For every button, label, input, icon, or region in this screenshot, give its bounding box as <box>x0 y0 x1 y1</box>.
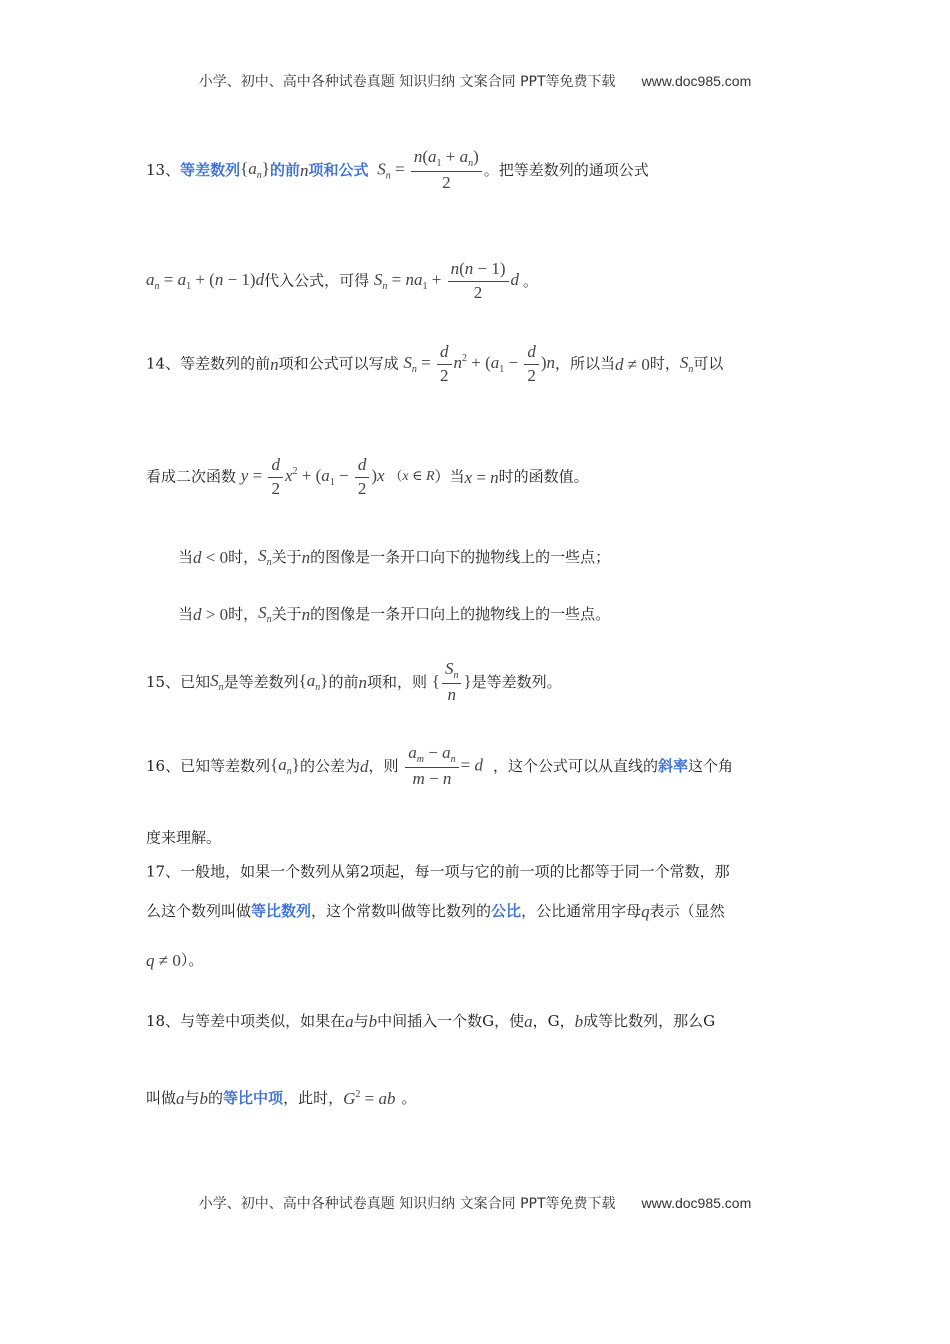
math-sum-formula: $S_n$ = $\frac{n(a_1 + a_n)}{2}$ <box>377 148 484 193</box>
math-sn: $S_n$ <box>210 670 224 693</box>
item-16-line-2 <box>146 830 221 846</box>
math-d: d <box>359 756 369 776</box>
math-slope-formula: $\frac{a_m - a_n}{m - n}$ = d <box>403 744 483 789</box>
math-q: q <box>641 902 650 921</box>
text-span: 与 <box>353 1012 369 1030</box>
item-14-line-1 <box>146 343 723 385</box>
text-span: 。把等差数列的通项公式 <box>483 160 649 179</box>
item-13-line-1 <box>146 148 649 193</box>
math-n: n <box>301 605 311 624</box>
text-span: 时， <box>228 605 259 623</box>
text-span: 。 <box>401 1089 417 1107</box>
math-a: a <box>176 1089 185 1108</box>
text-span: ，这个常数叫做等比数列的 <box>311 902 492 920</box>
text-span: （ <box>389 469 403 485</box>
math-n: n <box>301 548 311 567</box>
footer-text: 小学、初中、高中各种试卷真题 知识归纳 文案合同 PPT等免费下载 <box>198 1196 616 1212</box>
math-general-term: $a_n = a_1 + (n - 1)d$ <box>146 269 265 292</box>
item-number: 14、 <box>146 354 181 373</box>
text-span: 关于 <box>271 605 302 623</box>
math-x-in-r: x ∈ R <box>402 469 435 485</box>
math-n: n <box>299 160 309 180</box>
text-span: 中间插入一个数G，使 <box>377 1012 525 1030</box>
text-span: 与等差中项类似，如果在 <box>180 1012 346 1030</box>
item-15-line <box>146 660 562 705</box>
text-span: ，公比通常用字母 <box>521 902 642 920</box>
item-number: 18、 <box>146 1012 181 1030</box>
math-sum-quadratic: $S_n$ = $\frac{d}{2}$ $n^2 + (a_1$ − $\frac{d}{2}$ )n <box>403 342 556 385</box>
math-x-eq-n: x = n <box>464 467 499 487</box>
math-n: n <box>358 672 367 692</box>
math-b: b <box>199 1089 209 1108</box>
term-link[interactable]: 的前 <box>269 160 300 179</box>
item-17-line-3 <box>146 952 203 969</box>
term-link[interactable]: 斜率 <box>657 756 688 775</box>
math-d-gt-0: d > 0 <box>193 605 229 624</box>
text-span: 。 <box>523 271 539 290</box>
math-a: a <box>524 1012 533 1031</box>
item-14-case-1 <box>178 547 610 568</box>
footer-site-link[interactable]: www.doc985.com <box>641 1195 752 1211</box>
text-span: 的前 <box>328 672 359 691</box>
text-span: 成等比数列，那么G <box>583 1012 716 1030</box>
text-span: 的 <box>208 1089 224 1107</box>
page-footer <box>0 1193 950 1213</box>
text-span: ，则 <box>368 756 399 775</box>
item-number: 17、 <box>146 862 181 881</box>
term-link[interactable]: 等比中项 <box>223 1089 284 1107</box>
item-13-line-2 <box>146 260 538 302</box>
text-span: ）。 <box>180 951 204 969</box>
text-span: 关于 <box>271 548 302 566</box>
item-14-line-2 <box>146 456 589 498</box>
text-span: 代入公式，可得 <box>264 271 370 290</box>
term-link[interactable]: 等比数列 <box>251 902 312 920</box>
text-span: 项和公式可以写成 <box>278 354 399 373</box>
text-span: 等差数列的前 <box>180 354 271 373</box>
text-span: 这个角 <box>687 756 733 775</box>
text-span: 时的函数值。 <box>498 467 589 486</box>
math-sum-formula-2: $S_n = na_1$ + $\frac{n(n - 1)}{2}$ d <box>373 259 519 302</box>
text-span: 度来理解。 <box>146 828 222 847</box>
text-span: ，此时， <box>283 1089 344 1107</box>
math-quadratic-fn: y = $\frac{d}{2}$ $x^2 + (a_1$ − $\frac{d}{2}$ )x <box>240 455 385 498</box>
item-number: 16、 <box>146 756 181 775</box>
text-span: 的图像是一条开口向上的抛物线上的一些点。 <box>310 605 611 623</box>
math-g-squared: $G^2$ = ab <box>343 1089 396 1108</box>
item-number: 15、 <box>146 672 181 691</box>
text-span: 是等差数列 <box>223 672 299 691</box>
term-link[interactable]: 等差数列 <box>180 160 241 179</box>
text-span: 当 <box>178 605 194 623</box>
math-seq-sn-over-n: { $\frac{S_n}{n}$ } <box>431 659 472 704</box>
text-span: 表示（显然 <box>649 902 725 920</box>
text-span: 的图像是一条开口向下的抛物线上的一些点； <box>310 548 611 566</box>
text-span: ）当 <box>434 467 465 486</box>
header-text: 小学、初中、高中各种试卷真题 知识归纳 文案合同 PPT等免费下载 <box>198 74 616 90</box>
item-17-line-2 <box>146 903 725 920</box>
text-span: 是等差数列。 <box>471 672 562 691</box>
item-number: 13、 <box>146 160 181 179</box>
math-a: a <box>345 1012 354 1031</box>
text-span: ，G， <box>532 1012 575 1030</box>
term-link[interactable]: 公比 <box>491 902 522 920</box>
text-span: 与 <box>184 1089 200 1107</box>
term-link[interactable]: 项和公式 <box>308 160 369 179</box>
math-d-ne-0: d ≠ 0 <box>615 354 650 374</box>
text-span: 时， <box>228 548 259 566</box>
math-sn: $S_n$ <box>258 603 272 625</box>
math-d-lt-0: d < 0 <box>193 548 229 567</box>
math-b: b <box>368 1012 378 1031</box>
math-b: b <box>574 1012 584 1031</box>
math-seq-an: $\{a_n\}$ <box>240 158 270 181</box>
text-span: 已知等差数列 <box>180 756 271 775</box>
math-seq-an: $\{a_n\}$ <box>298 670 329 693</box>
item-16-line-1 <box>146 744 733 789</box>
header-site-link[interactable]: www.doc985.com <box>641 73 752 89</box>
text-span: 一般地，如果一个数列从第2项起，每一项与它的前一项的比都等于同一个常数，那 <box>180 862 730 881</box>
text-span: 时， <box>649 354 680 373</box>
text-span: 当 <box>178 548 194 566</box>
math-sn: $S_n$ <box>258 546 272 568</box>
math-sn: $S_n$ <box>679 352 694 375</box>
text-span: 项和，则 <box>366 672 427 691</box>
text-span: ，这个公式可以从直线的 <box>492 756 658 775</box>
text-span: 么这个数列叫做 <box>146 902 252 920</box>
text-span: 的公差为 <box>299 756 360 775</box>
item-14-case-2 <box>178 604 610 625</box>
page-header <box>0 71 950 91</box>
math-q-ne-0: q ≠ 0 <box>146 951 181 970</box>
text-span: 可以 <box>693 354 724 373</box>
text-span: ，所以当 <box>555 354 616 373</box>
item-18-line-2 <box>146 1090 416 1107</box>
text-span: 已知 <box>180 672 211 691</box>
text-span: 看成二次函数 <box>146 467 237 486</box>
math-seq-an: $\{a_n\}$ <box>270 754 300 777</box>
item-17-line-1 <box>146 864 730 880</box>
text-span: 叫做 <box>146 1089 177 1107</box>
math-n: n <box>270 354 279 374</box>
item-18-line-1 <box>146 1013 715 1030</box>
